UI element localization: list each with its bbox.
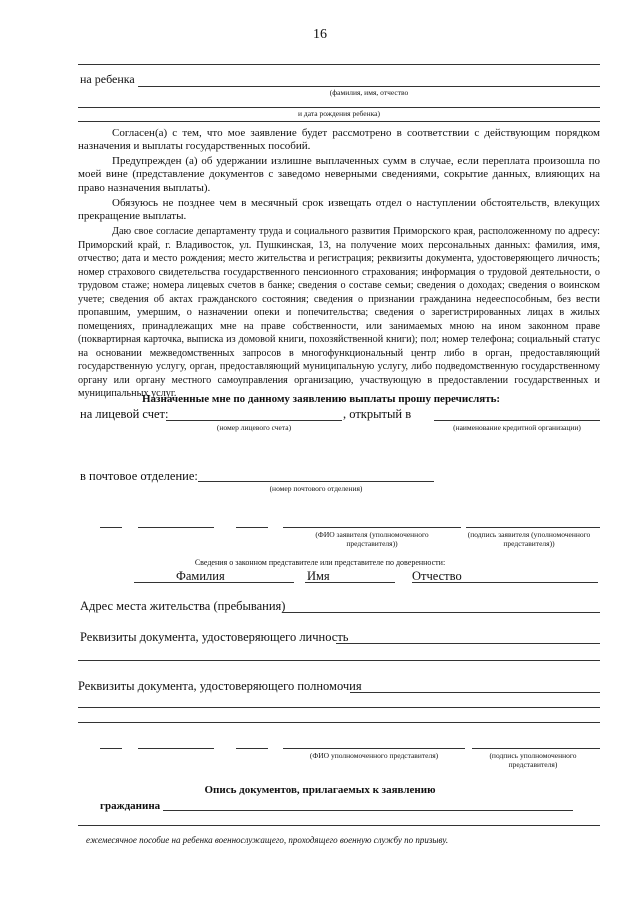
date2-year-line[interactable]: [236, 748, 268, 749]
rep-sign-line[interactable]: [472, 748, 600, 749]
rep-authority-doc-label: Реквизиты документа, удостоверяющего полномочия: [78, 679, 362, 693]
date-day-line[interactable]: [100, 527, 122, 528]
credit-org-hint: (наименование кредитной организации): [453, 423, 581, 432]
child-birth-hint: и дата рождения ребенка): [298, 109, 380, 118]
rep-id-doc-line-2[interactable]: [78, 660, 600, 661]
account-number-line[interactable]: [166, 420, 342, 421]
date-month-line[interactable]: [138, 527, 214, 528]
post-office-label: в почтовое отделение:: [80, 469, 198, 483]
rep-authority-doc-line-2[interactable]: [78, 707, 600, 708]
rep-authority-doc-line-3[interactable]: [78, 722, 600, 723]
inventory-citizen-label: гражданина: [100, 800, 161, 812]
rep-surname-line[interactable]: [134, 582, 294, 583]
payment-heading: Назначенные мне по данному заявлению выплаты прошу перечислять:: [142, 393, 501, 405]
applicant-sign-hint: (подпись заявителя (уполномоченного представителя)): [467, 530, 591, 548]
representative-heading: Сведения о законном представителе или представителе по доверенности:: [194, 558, 446, 567]
opened-in-label: , открытый в: [343, 407, 412, 421]
footnote: ежемесячное пособие на ребенка военнослужащего, проходящего военную службу по призыву.: [86, 835, 449, 845]
pd-consent-paragraph: Даю свое согласие департаменту труда и социального развития Приморского края, расположенному по адресу: Приморский край, г. Владивосток, ул. Пушкинская, 13, на получение моих персональных данных: фамилия, имя, отчество; дата и место рождения; место жительства и регистрация; реквизиты документа, удостоверяющего личность; номер страхового свидетельства государственного пенсионного страхования; информация о трудовой деятельности, о трудовом стаже; номера лицевых счетов в банке; сведения о составе семьи; сведения о доходах; сведения о воинском учете; сведения об актах гражданского состояния; сведения о признании гражданина недееспособным, без вести пропавшим, умершим, о назначении опеки и попечительства; сведения о зарегистрированных лицах в жилых помещениях, принадлежащих мне на праве собственности, или занимаемых мною на ином законном праве (поквартирная карточка, выписка из домовой книги, похозяйственной книги); пол; номер телефона; социальный статус на основании межведомственных запросов в многофункциональный центр либо в орган, предоставляющий государственную услугу, орган, предоставляющий муниципальную услугу, либо подведомственную государственному органу или органу местного самоуправления организацию, участвующую в предоставлении государственных и муниципальных услуг.: [78, 226, 600, 399]
warned-paragraph: Предупрежден (а) об удержании излишне выплаченных сумм в случае, если переплата произошла по моей вине (представление документов с заведомо неверными сведениями, сокрытие данных, влияющих на право назначения выплаты).: [78, 155, 600, 194]
account-label: на лицевой счет:: [80, 407, 169, 421]
rep-fio-line[interactable]: [283, 748, 465, 749]
top-divider: [78, 64, 600, 65]
rep-id-doc-label: Реквизиты документа, удостоверяющего личность: [80, 630, 349, 644]
rep-surname-label: Фамилия: [176, 569, 225, 583]
applicant-sign-line[interactable]: [466, 527, 600, 528]
child-label: на ребенка: [80, 72, 135, 86]
post-office-hint: (номер почтового отделения): [269, 484, 363, 493]
child-birth-line[interactable]: [78, 107, 600, 108]
applicant-fio-hint: (ФИО заявителя (уполномоченного представителя)): [315, 530, 429, 548]
rep-authority-doc-line-1[interactable]: [350, 692, 600, 693]
page-number: 16: [313, 27, 327, 42]
section-divider: [78, 121, 600, 122]
inventory-citizen-line[interactable]: [163, 810, 573, 811]
rep-address-label: Адрес места жительства (пребывания): [80, 599, 286, 613]
rep-sign-hint: (подпись уполномоченного представителя): [489, 751, 577, 769]
rep-id-doc-line-1[interactable]: [336, 643, 600, 644]
applicant-fio-line[interactable]: [283, 527, 461, 528]
rep-fio-hint: (ФИО уполномоченного представителя): [309, 751, 439, 760]
consent-paragraph: Согласен(а) с тем, что мое заявление будет рассмотрено в соответствии с действующим порядком назначения и выплаты государственных пособий.: [78, 127, 600, 153]
date2-day-line[interactable]: [100, 748, 122, 749]
credit-org-line[interactable]: [434, 420, 600, 421]
account-number-hint: (номер лицевого счета): [216, 423, 292, 432]
child-name-hint: (фамилия, имя, отчество: [329, 88, 409, 97]
child-name-line[interactable]: [138, 86, 600, 87]
rep-patronymic-line[interactable]: [412, 582, 598, 583]
rep-address-line[interactable]: [282, 612, 600, 613]
oblige-paragraph: Обязуюсь не позднее чем в месячный срок извещать отдел о наступлении обстоятельств, влекущих прекращение выплаты.: [78, 197, 600, 223]
rep-patronymic-label: Отчество: [412, 569, 462, 583]
rep-name-line[interactable]: [305, 582, 395, 583]
inventory-heading: Опись документов, прилагаемых к заявлению: [204, 784, 436, 796]
rep-name-label: Имя: [307, 569, 330, 583]
footnote-divider: [78, 825, 600, 826]
date-year-line[interactable]: [236, 527, 268, 528]
post-office-line[interactable]: [198, 481, 434, 482]
date2-month-line[interactable]: [138, 748, 214, 749]
